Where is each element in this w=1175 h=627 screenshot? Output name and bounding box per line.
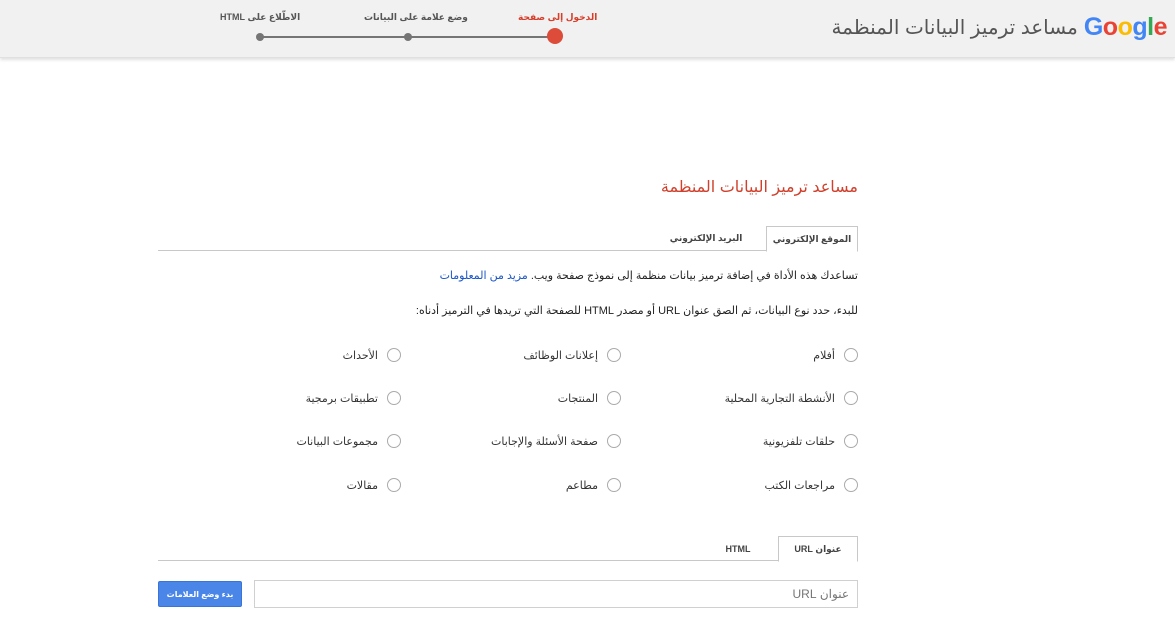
instruction-text: للبدء، حدد نوع البيانات، ثم الصق عنوان URL أو مصدر HTML للصفحة التي تريدها في الترميز أدناه: — [415, 305, 858, 317]
option-tv-episodes[interactable] — [763, 434, 858, 448]
tab-email[interactable]: البريد الإلكتروني — [669, 233, 743, 243]
option-job-postings[interactable] — [523, 348, 621, 362]
radio-button[interactable] — [607, 348, 621, 362]
option-label: حلقات تلفزيونية — [762, 435, 835, 448]
step-dot — [256, 33, 264, 41]
google-logo[interactable] — [1084, 13, 1167, 42]
option-label: تطبيقات برمجية — [305, 392, 378, 405]
app-title: مساعد ترميز البيانات المنظمة — [831, 17, 1078, 39]
start-tagging-button[interactable]: بدء وضع العلامات — [158, 581, 242, 607]
step-view-html — [220, 12, 300, 23]
step-dot — [404, 33, 412, 41]
option-label: مراجعات الكتب — [764, 479, 835, 492]
option-restaurants[interactable] — [566, 478, 621, 492]
radio-button[interactable] — [387, 478, 401, 492]
radio-button[interactable] — [844, 348, 858, 362]
step-enter-page — [518, 12, 597, 23]
intro-text — [440, 269, 858, 282]
option-movies[interactable] — [813, 348, 858, 362]
google-logo-letters — [1084, 13, 1167, 41]
option-label: مجموعات البيانات — [296, 435, 378, 448]
option-datasets[interactable] — [296, 434, 401, 448]
step-label: الدخول إلى صفحة — [518, 12, 598, 22]
option-label: المنتجات — [557, 392, 598, 405]
logo-letter: g — [1132, 13, 1148, 41]
step-tag-data — [364, 12, 468, 23]
option-label: إعلانات الوظائف — [523, 349, 598, 362]
step-label: الاطّلاع على HTML — [220, 12, 301, 22]
logo-letter: l — [1147, 13, 1154, 41]
logo-letter: e — [1153, 13, 1167, 41]
option-articles[interactable] — [347, 478, 401, 492]
source-tabs — [158, 226, 858, 251]
radio-button[interactable] — [844, 478, 858, 492]
tab-html[interactable]: HTML — [725, 543, 751, 554]
step-label: وضع علامة على البيانات — [364, 12, 468, 22]
option-local-businesses[interactable] — [725, 391, 858, 405]
radio-button[interactable] — [387, 434, 401, 448]
progress-steps — [200, 0, 600, 58]
option-label: الأنشطة التجارية المحلية — [724, 392, 835, 405]
logo-letter: o — [1102, 13, 1118, 41]
learn-more-link[interactable]: مزيد من المعلومات — [439, 270, 528, 282]
tab-website[interactable]: الموقع الإلكتروني — [766, 226, 858, 252]
option-label: صفحة الأسئلة والإجابات — [491, 435, 598, 448]
logo-letter: G — [1083, 13, 1103, 41]
radio-button[interactable] — [607, 478, 621, 492]
option-label: مطاعم — [565, 479, 598, 492]
option-label: مقالات — [346, 479, 378, 492]
tab-url[interactable]: عنوان URL — [778, 536, 858, 562]
radio-button[interactable] — [844, 434, 858, 448]
radio-button[interactable] — [844, 391, 858, 405]
option-products[interactable] — [558, 391, 621, 405]
url-input[interactable] — [254, 580, 858, 608]
top-header — [0, 0, 1175, 58]
option-events[interactable] — [343, 348, 401, 362]
page-title: مساعد ترميز البيانات المنظمة — [660, 179, 858, 196]
brand — [831, 13, 1167, 42]
radio-button[interactable] — [607, 434, 621, 448]
input-tabs — [158, 536, 858, 561]
step-dot-active — [547, 28, 563, 44]
radio-button[interactable] — [387, 348, 401, 362]
option-software-apps[interactable] — [306, 391, 401, 405]
radio-button[interactable] — [387, 391, 401, 405]
radio-button[interactable] — [607, 391, 621, 405]
intro-description: تساعدك هذه الأداة في إضافة ترميز بيانات منظمة إلى نموذج صفحة ويب. — [530, 270, 858, 282]
logo-letter: o — [1117, 13, 1133, 41]
option-label: أفلام — [813, 349, 835, 362]
option-book-reviews[interactable] — [765, 478, 859, 492]
option-label: الأحداث — [342, 349, 378, 362]
option-qa-page[interactable] — [491, 434, 621, 448]
